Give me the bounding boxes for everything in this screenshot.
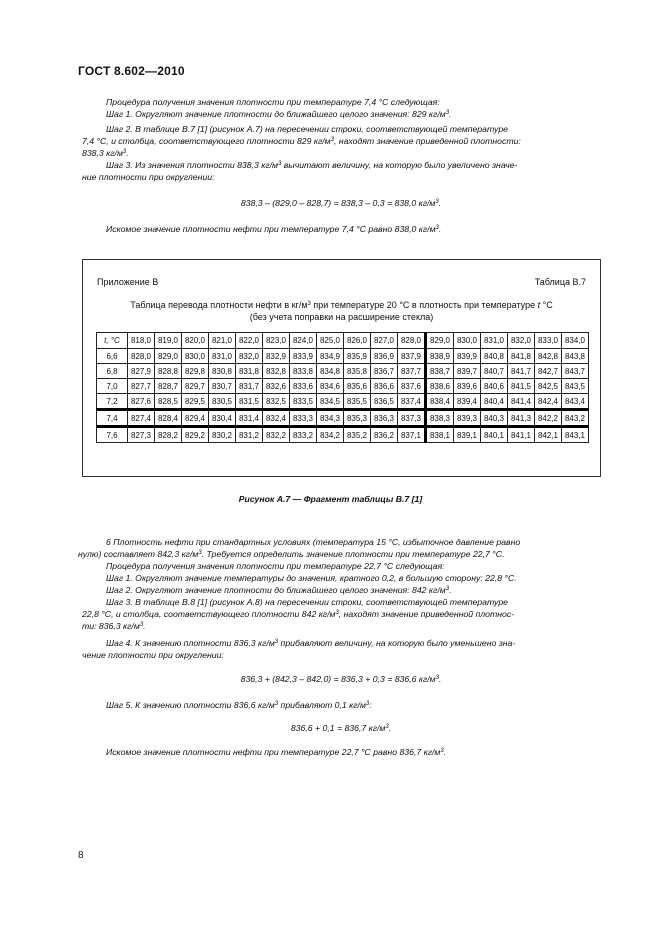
- table-cell: 829,7: [182, 379, 209, 394]
- row-temp: 7,0: [97, 379, 128, 394]
- table-subtitle: (без учета поправки на расширение стекла): [249, 312, 434, 322]
- col-head: 824,0: [290, 333, 317, 349]
- col-head: 828,0: [398, 333, 426, 349]
- b2-step2: Шаг 2. Округляют значение плотности до ближайшего целого значения: 842 $кг/м^3$.: [106, 585, 452, 595]
- table-cell: 843,4: [562, 394, 589, 410]
- table-cell: 828,7: [155, 379, 182, 394]
- col-head: 829,0: [426, 333, 454, 349]
- table-cell: 829,2: [182, 427, 209, 443]
- table-cell: 842,8: [535, 349, 562, 364]
- col-head: 831,0: [481, 333, 508, 349]
- col-head: 826,0: [344, 333, 371, 349]
- col-head: 822,0: [236, 333, 263, 349]
- table-cell: 830,4: [209, 410, 236, 427]
- col-head: 821,0: [209, 333, 236, 349]
- b2-step4: Шаг 4. К значению плотности 836,3 $кг/м^3$ прибавляют величину, на которую было уменьшено зна-: [106, 638, 516, 648]
- table-cell: 842,7: [535, 364, 562, 379]
- procedure-intro-1: Процедура получения значения плотности при температуре 7,4 °С следующая:: [106, 97, 440, 107]
- table-cell: 830,5: [209, 394, 236, 410]
- table-cell: 830,0: [182, 349, 209, 364]
- table-cell: 833,3: [290, 410, 317, 427]
- table-cell: 840,3: [481, 410, 508, 427]
- table-cell: 830,7: [209, 379, 236, 394]
- appendix-label: Приложение В: [97, 277, 159, 287]
- table-cell: 836,3: [371, 410, 398, 427]
- table-cell: 840,4: [481, 394, 508, 410]
- table-cell: 827,4: [128, 410, 155, 427]
- table-cell: 843,7: [562, 364, 589, 379]
- table-cell: 842,2: [535, 410, 562, 427]
- table-cell: 836,6: [371, 379, 398, 394]
- figure-a7: [82, 259, 601, 477]
- table-number: Таблица В.7: [534, 277, 586, 287]
- table-cell: 837,4: [398, 394, 426, 410]
- col-head: 827,0: [371, 333, 398, 349]
- col-head-t: t, °С: [97, 333, 128, 349]
- table-cell: 836,7: [371, 364, 398, 379]
- step2-text: Шаг 2. В таблице В.7 [1] (рисунок А.7) на пересечении строки, соответствующей температуре: [106, 124, 509, 134]
- table-cell: 828,5: [155, 394, 182, 410]
- col-head: 830,0: [454, 333, 481, 349]
- table-cell: 843,2: [562, 410, 589, 427]
- document-header: ГОСТ 8.602—2010: [78, 64, 185, 78]
- table-cell: 841,5: [508, 379, 535, 394]
- table-cell: 832,6: [263, 379, 290, 394]
- table-cell: 841,7: [508, 364, 535, 379]
- col-head: 819,0: [155, 333, 182, 349]
- step2-result: 838,3 $кг/м^3$.: [82, 148, 129, 158]
- table-row: [97, 427, 589, 443]
- table-cell: 832,8: [263, 364, 290, 379]
- table-cell: 831,0: [209, 349, 236, 364]
- b2-step3: Шаг 3. В таблице В.8 [1] (рисунок А.8) на пересечении строки, соответствующей температуре: [106, 597, 509, 607]
- table-cell: 841,3: [508, 410, 535, 427]
- table-cell: 829,0: [155, 349, 182, 364]
- table-cell: 833,9: [290, 349, 317, 364]
- table-cell: 843,8: [562, 349, 589, 364]
- table-cell: 833,5: [290, 394, 317, 410]
- table-cell: 833,2: [290, 427, 317, 443]
- table-header-row: [97, 333, 589, 349]
- b2-step3-cont: 22,8 °С, и столбца, соответствующего плотности 842 $кг/м^3$, находят значение приведенной плотнос-: [82, 609, 515, 619]
- table-cell: 836,5: [371, 394, 398, 410]
- table-cell: 832,5: [263, 394, 290, 410]
- page-number: 8: [78, 850, 84, 861]
- b2-step3-result: ти: 836,3 $кг/м^3$.: [82, 621, 146, 631]
- table-cell: 828,8: [155, 364, 182, 379]
- table-cell: 829,8: [182, 364, 209, 379]
- row-temp: 7,6: [97, 427, 128, 443]
- table-cell: 829,5: [182, 394, 209, 410]
- figure-caption: Рисунок А.7 — Фрагмент таблицы В.7 [1]: [238, 494, 423, 504]
- table-cell: 838,1: [426, 427, 454, 443]
- table-cell: 837,6: [398, 379, 426, 394]
- table-cell: 839,7: [454, 364, 481, 379]
- step1-text: Шаг 1. Округляют значение плотности до ближайшего целого значения: 829 $кг/м^3$.: [106, 109, 452, 119]
- procedure-intro-2: Процедура получения значения плотности при температуре 22,7 °С следующая:: [106, 561, 445, 571]
- b2-step4-cont: чение плотности при округлении:: [82, 650, 224, 660]
- table-cell: 830,2: [209, 427, 236, 443]
- table-cell: 828,2: [155, 427, 182, 443]
- table-cell: 840,7: [481, 364, 508, 379]
- row-temp: 6,6: [97, 349, 128, 364]
- table-cell: 839,4: [454, 394, 481, 410]
- table-cell: 840,1: [481, 427, 508, 443]
- table-cell: 838,7: [426, 364, 454, 379]
- table-cell: 834,6: [317, 379, 344, 394]
- table-cell: 838,6: [426, 379, 454, 394]
- table-cell: 839,3: [454, 410, 481, 427]
- table-cell: 834,2: [317, 427, 344, 443]
- table-cell: 838,4: [426, 394, 454, 410]
- col-head: 833,0: [535, 333, 562, 349]
- table-cell: 834,8: [317, 364, 344, 379]
- table-row: [97, 394, 589, 410]
- table-cell: 843,5: [562, 379, 589, 394]
- formula-2: 836,3 + (842,3 – 842,0) = 836,3 + 0,3 = 836,6 $кг/м^3$.: [240, 674, 442, 684]
- col-head: 820,0: [182, 333, 209, 349]
- formula-1: 838,3 – (829,0 – 828,7) = 838,3 – 0,3 = 838,0 $кг/м^3$.: [240, 198, 442, 208]
- b2-step1: Шаг 1. Округляют значение температуры до значения, кратного 0,2, в большую сторону: 22,8 °С.: [106, 573, 517, 583]
- result-1: Искомое значение плотности нефти при температуре 7,4 °С равно 838,0 $кг/м^3$.: [106, 224, 442, 234]
- table-cell: 834,5: [317, 394, 344, 410]
- table-cell: 831,7: [236, 379, 263, 394]
- table-cell: 840,6: [481, 379, 508, 394]
- table-cell: 833,6: [290, 379, 317, 394]
- col-head: 825,0: [317, 333, 344, 349]
- table-cell: 835,6: [344, 379, 371, 394]
- table-cell: 835,3: [344, 410, 371, 427]
- result-2: Искомое значение плотности нефти при температуре 22,7 °С равно 836,7 $кг/м^3$.: [106, 747, 447, 757]
- table-cell: 842,1: [535, 427, 562, 443]
- table-cell: 835,8: [344, 364, 371, 379]
- table-cell: 835,9: [344, 349, 371, 364]
- b2-step5: Шаг 5. К значению плотности 836,6 $кг/м^3$ прибавляют 0,1 $кг/м^3$:: [106, 700, 372, 710]
- col-head: 818,0: [128, 333, 155, 349]
- table-cell: 841,1: [508, 427, 535, 443]
- row-temp: 7,4: [97, 410, 128, 427]
- table-cell: 831,8: [236, 364, 263, 379]
- table-cell: 838,3: [426, 410, 454, 427]
- step3-cont: ние плотности при округлении:: [82, 172, 215, 182]
- table-cell: 840,8: [481, 349, 508, 364]
- table-row: [97, 379, 589, 394]
- col-head: 823,0: [263, 333, 290, 349]
- table-cell: 834,3: [317, 410, 344, 427]
- table-cell: 842,4: [535, 394, 562, 410]
- table-cell: 827,9: [128, 364, 155, 379]
- table-cell: 831,5: [236, 394, 263, 410]
- table-cell: 831,4: [236, 410, 263, 427]
- table-cell: 837,1: [398, 427, 426, 443]
- table-cell: 830,8: [209, 364, 236, 379]
- table-row: [97, 364, 589, 379]
- row-temp: 7,2: [97, 394, 128, 410]
- table-cell: 841,8: [508, 349, 535, 364]
- table-cell: 839,6: [454, 379, 481, 394]
- table-cell: 836,9: [371, 349, 398, 364]
- table-cell: 835,5: [344, 394, 371, 410]
- table-cell: 832,2: [263, 427, 290, 443]
- col-head: 834,0: [562, 333, 589, 349]
- table-cell: 839,9: [454, 349, 481, 364]
- density-table: [96, 332, 589, 443]
- table-cell: 843,1: [562, 427, 589, 443]
- table-cell: 837,7: [398, 364, 426, 379]
- table-row: [97, 410, 589, 427]
- row-temp: 6,8: [97, 364, 128, 379]
- formula-3: 836,6 + 0,1 = 836,7 $кг/м^3$.: [290, 723, 392, 733]
- table-cell: 836,2: [371, 427, 398, 443]
- table-cell: 827,6: [128, 394, 155, 410]
- table-cell: 833,8: [290, 364, 317, 379]
- table-cell: 832,0: [236, 349, 263, 364]
- table-row: [97, 349, 589, 364]
- table-cell: 837,9: [398, 349, 426, 364]
- table-cell: 827,3: [128, 427, 155, 443]
- table-cell: 832,9: [263, 349, 290, 364]
- table-cell: 842,5: [535, 379, 562, 394]
- table-cell: 829,4: [182, 410, 209, 427]
- table-cell: 831,2: [236, 427, 263, 443]
- table-cell: 834,9: [317, 349, 344, 364]
- table-cell: 828,4: [155, 410, 182, 427]
- item6-cont: нулю) составляет 842,3 $кг/м^3$. Требуется определить значение плотности при температуре 22,7 °С.: [78, 549, 505, 559]
- table-cell: 835,2: [344, 427, 371, 443]
- step3-text: Шаг 3. Из значения плотности 838,3 $кг/м^3$ вычитают величину, на которую было увеличено значе-: [106, 160, 518, 170]
- table-cell: 839,1: [454, 427, 481, 443]
- table-cell: 832,4: [263, 410, 290, 427]
- table-cell: 837,3: [398, 410, 426, 427]
- col-head: 832,0: [508, 333, 535, 349]
- table-cell: 828,0: [128, 349, 155, 364]
- table-cell: 838,9: [426, 349, 454, 364]
- item6-text: 6 Плотность нефти при стандартных условиях (температура 15 °С, избыточное давление равно: [106, 537, 521, 547]
- table-cell: 827,7: [128, 379, 155, 394]
- table-title: Таблица перевода плотности нефти в $кг/м^3$ при температуре 20 °С в плотность при температуре t °С (без учета поправки на расширение стекла): [83, 299, 600, 323]
- step2-cont: 7,4 °С, и столбца, соответствующего плотности 829 $кг/м^3$, находят значение приведенной плотности:: [82, 136, 521, 146]
- table-cell: 841,4: [508, 394, 535, 410]
